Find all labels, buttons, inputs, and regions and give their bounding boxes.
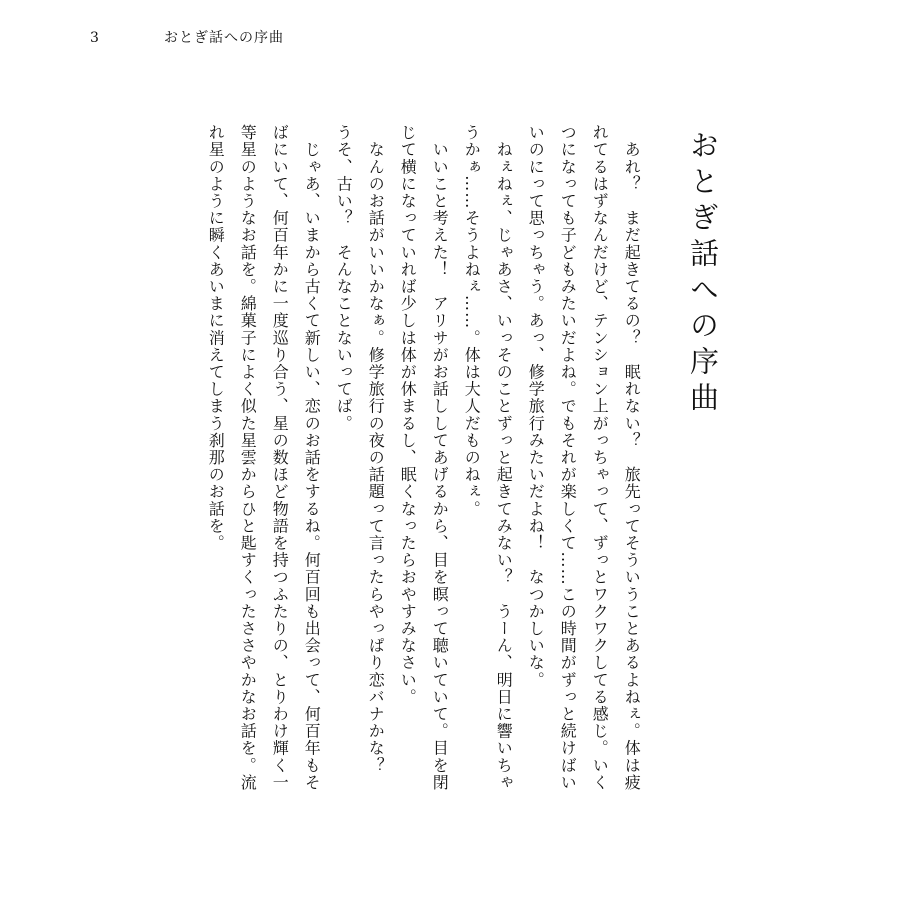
paragraph-1: あれ？ まだ起きてるの？ 眠れない？ 旅先ってそういうことあるよねぇ。体は疲れてるはずなんだけど、テンション上がっちゃって、ずっとワクワクしてる感じ。いくつになっても子どもみたいだよね。でもそれが楽しくて……この時間がずっと続けばいいのにって思っちゃう。あっ、修学旅行みたいだよね！ なつかしいな。 bbox=[526, 124, 642, 791]
paragraph-2: ねぇねぇ、じゃあさ、いっそのことずっと起きてみない？ うーん、明日に響いちゃうかぁ……そうよねぇ……。体は大人だものねぇ。 bbox=[462, 124, 514, 791]
chapter-title: おとぎ話への序曲 bbox=[686, 130, 720, 418]
body-text bbox=[199, 124, 647, 804]
vertical-text-block bbox=[180, 124, 720, 804]
running-head bbox=[0, 26, 900, 50]
paragraph-5: じゃあ、いまから古くて新しい、恋のお話をするね。何百回も出会って、何百年もそばにいて、何百年かに一度巡り合う、星の数ほど物語を持つふたりの、とりわけ輝く一等星のようなお話を。綿菓子によく似た星雲からひと匙すくったささやかなお話を。流れ星のように瞬くあいまに消えてしまう刹那のお話を。 bbox=[206, 124, 322, 791]
paragraph-3: いいこと考えた！ アリサがお話ししてあげるから、目を瞑って聴いていて。目を閉じて横になっていれば少しは体が休まるし、眠くなったらおやすみなさい。 bbox=[398, 124, 450, 791]
running-title: おとぎ話への序曲 bbox=[164, 30, 284, 46]
page-number: 3 bbox=[90, 30, 99, 46]
paragraph-4: なんのお話がいいかなぁ。修学旅行の夜の話題って言ったらやっぱり恋バナかな？ うそ、古い？ そんなことないってば。 bbox=[334, 124, 386, 791]
